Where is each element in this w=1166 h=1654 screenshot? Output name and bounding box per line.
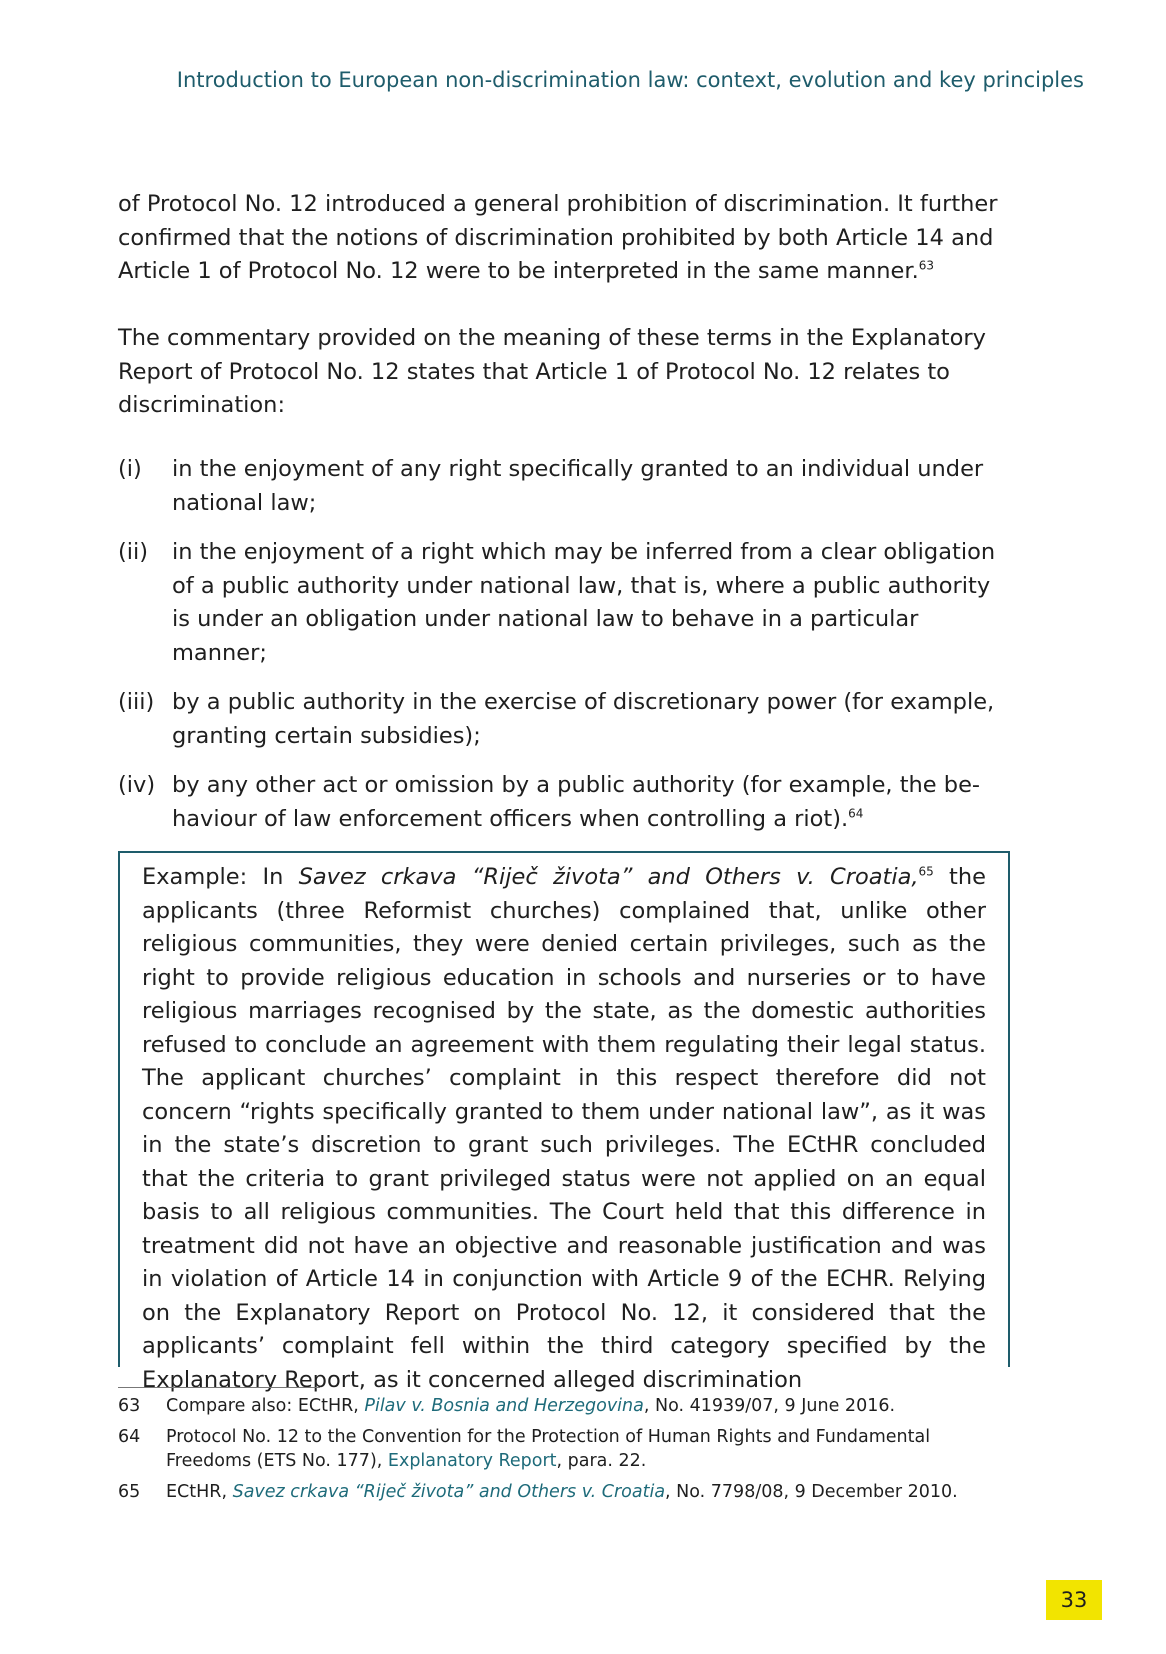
- footnote-divider: [118, 1387, 320, 1388]
- footnote-63: [118, 1394, 1018, 1418]
- footnote-text: , No. 7798/08, 9 December 2010.: [665, 1482, 958, 1502]
- example-box: [118, 851, 1010, 1393]
- paragraph-2-text: The commentary provided on the meaning of these terms in the Explanatory Report of Protocol No. 12 states that Article 1 of Protocol No. 12 relates to discrimination:: [118, 325, 986, 418]
- running-header: Introduction to European non-discrimination law: context, evolution and key principles: [176, 68, 1084, 92]
- footnote-number: 63: [118, 1396, 141, 1416]
- footnote-link[interactable]: Savez crkava “Riječ života” and Others v. Croatia: [232, 1482, 666, 1502]
- paragraph-2: [118, 322, 1008, 423]
- list-item-text: in the enjoyment of a right which may be inferred from a clear obligation of a public authority under national law, that is, where a public authority is under an obligation under national law to behave in a particular manner;: [172, 539, 996, 666]
- footnote-64: [118, 1425, 1018, 1473]
- footnote-number: 64: [118, 1427, 141, 1447]
- list-item: [118, 769, 1008, 836]
- list-item-text: by any other act or omission by a public authority (for example, the behaviour of law enforcement officers when controlling a riot).: [172, 772, 981, 832]
- example-body: the applicants (three Reformist churches) complained that, unlike other religious communities, they were denied certain privileges, such as the right to provide religious education in schools and nurseries or to have religious marriages recognised by the state, as the domestic authorities refused to conclude an agreement with them regulating their legal status. The applicant churches’ complaint in this respect therefore did not concern “rights specifically granted to them under national law”, as it was in the state’s discretion to grant such privileges. The ECtHR concluded that the criteria to grant privileged status were not applied on an equal basis to all religious communities. The Court held that this difference in treatment did not have an objective and reasonable justification and was in violation of Article 14 in conjunction with Article 9 of the ECHR. Relying on the Explanatory Report on Protocol No. 12, it considered that the applicants’ complaint fell within the third category specified by the Explanatory Report, as it concerned alleged discrimination: [142, 864, 986, 1393]
- footnote-text: , No. 41939/07, 9 June 2016.: [643, 1396, 896, 1416]
- discrimination-list: [118, 453, 1008, 852]
- list-item-number: (iv): [118, 772, 156, 798]
- list-item-text: by a public authority in the exercise of discretionary power (for example, granting certain subsidies);: [172, 689, 995, 749]
- footnote-link[interactable]: Pilav v. Bosnia and Herzegovina: [364, 1396, 644, 1416]
- page-number: 33: [1046, 1580, 1102, 1620]
- footnote-text: Protocol No. 12 to the Convention for the Protection of Human Rights and Fundamental Freedoms (ETS No. 177),: [166, 1427, 931, 1471]
- footnote-65: [118, 1480, 1018, 1504]
- paragraph-1: [118, 188, 1008, 289]
- list-item-text: in the enjoyment of any right specifically granted to an individual under national law;: [172, 456, 984, 516]
- list-item-number: (iii): [118, 689, 155, 715]
- footnote-text: , para. 22.: [556, 1451, 647, 1471]
- example-lead: Example: In: [142, 864, 299, 890]
- footnote-ref-64[interactable]: 64: [848, 806, 864, 820]
- footnote-link[interactable]: Explanatory Report: [387, 1451, 557, 1471]
- footnotes: [118, 1394, 1018, 1511]
- footnote-ref-63[interactable]: 63: [918, 258, 935, 273]
- example-case-name: Savez crkava “Riječ života” and Others v. Croatia,: [298, 864, 919, 890]
- example-text: [142, 861, 986, 1397]
- list-item-number: (i): [118, 456, 142, 482]
- footnote-text: Compare also: ECtHR,: [166, 1396, 365, 1416]
- list-item-number: (ii): [118, 539, 149, 565]
- footnote-text: ECtHR,: [166, 1482, 233, 1502]
- paragraph-1-text: of Protocol No. 12 introduced a general prohibition of discrimination. It further confirmed that the notions of discrimination prohibited by both Article 14 and Article 1 of Protocol No. 12 were to be interpreted in the same manner.: [118, 191, 998, 284]
- footnote-ref-65[interactable]: 65: [918, 864, 934, 879]
- list-item: [118, 686, 1008, 753]
- list-item: [118, 536, 1008, 670]
- footnote-number: 65: [118, 1482, 141, 1502]
- list-item: [118, 453, 1008, 520]
